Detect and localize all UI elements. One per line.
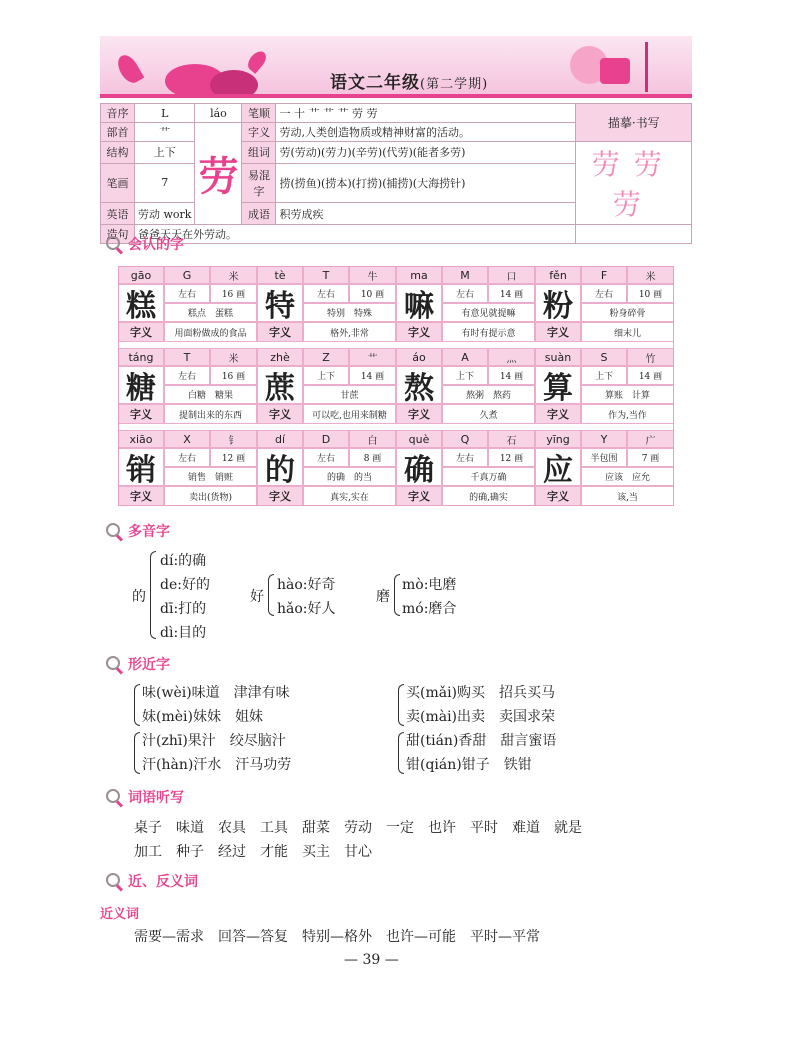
- char-radical: 艹: [349, 348, 396, 366]
- char-words: 应该 应允: [581, 467, 674, 486]
- char-big: 的: [257, 448, 303, 486]
- similar-item: 妹(mèi)妹妹 姐妹: [142, 709, 263, 725]
- section-similar: [106, 654, 170, 674]
- pinyin: láo: [195, 104, 242, 123]
- meaning-label: 字义: [535, 486, 581, 506]
- polyphone-item: hào:好奇: [277, 577, 336, 593]
- idiom: 积劳成疾: [276, 203, 576, 225]
- char-big: 熬: [396, 366, 442, 404]
- meaning-label: 字义: [535, 404, 581, 424]
- char-pinyin: xiāo: [118, 430, 164, 448]
- char-structure: 左右: [303, 284, 349, 303]
- char-letter: M: [442, 266, 488, 284]
- magnifier-icon: [106, 523, 123, 540]
- hill-decoration: [210, 70, 258, 98]
- section-polyphone: [106, 521, 170, 541]
- char-pinyin: gāo: [118, 266, 164, 284]
- char-radical: 米: [210, 266, 257, 284]
- polyphone-item: de:好的: [160, 577, 210, 593]
- char-pinyin: zhè: [257, 348, 303, 366]
- trace-char: 劳: [633, 148, 676, 181]
- flower-decoration: [114, 52, 145, 87]
- brace: [398, 684, 404, 726]
- label-radical: 部首: [101, 123, 135, 142]
- char-structure: 上下: [581, 366, 627, 385]
- brace: [268, 574, 274, 616]
- char-words: 千真万确: [442, 467, 535, 486]
- magnifier-icon: [106, 873, 123, 890]
- english: 劳动 work: [135, 203, 195, 225]
- char-radical: 钅: [210, 430, 257, 448]
- synonyms-subheading: 近义词: [100, 907, 140, 922]
- meaning-label: 字义: [118, 486, 164, 506]
- char-words: 熬粥 熬药: [442, 385, 535, 404]
- char-strokes: 14 画: [349, 366, 396, 385]
- char-pinyin: suàn: [535, 348, 581, 366]
- char-strokes: 14 画: [488, 366, 535, 385]
- char-meaning: 格外,非常: [303, 322, 396, 342]
- char-strokes: 10 画: [627, 284, 674, 303]
- char-letter: X: [164, 430, 210, 448]
- section-title: 多音字: [128, 524, 170, 540]
- trace-box: [576, 142, 692, 225]
- label-idiom: 成语: [242, 203, 276, 225]
- section-title: 会认的字: [128, 237, 184, 253]
- label-confusable: 易混字: [242, 163, 276, 203]
- subtitle-text: (第二学期): [420, 77, 489, 92]
- char-pinyin: áo: [396, 348, 442, 366]
- char-letter: T: [164, 348, 210, 366]
- polyphone-item: dì:目的: [160, 625, 207, 641]
- char-big: 蔗: [257, 366, 303, 404]
- char-pinyin: dí: [257, 430, 303, 448]
- section-title: 词语听写: [128, 790, 184, 806]
- char-structure: 左右: [303, 448, 349, 467]
- char-strokes: 16 画: [210, 284, 257, 303]
- label-english: 英语: [101, 203, 135, 225]
- meaning-label: 字义: [118, 404, 164, 424]
- brace: [134, 684, 140, 726]
- char-meaning: 细末儿: [581, 322, 674, 342]
- similar-item: 甜(tián)香甜 甜言蜜语: [406, 733, 557, 749]
- char-big: 糕: [118, 284, 164, 322]
- meaning-label: 字义: [396, 486, 442, 506]
- char-structure: 上下: [442, 366, 488, 385]
- magnifier-icon: [106, 236, 123, 253]
- label-structure: 结构: [101, 142, 135, 164]
- char-structure: 左右: [164, 448, 210, 467]
- char-letter: F: [581, 266, 627, 284]
- tree-trunk-decoration: [645, 42, 648, 92]
- char-radical: 米: [210, 348, 257, 366]
- polyphone-head: 的: [132, 589, 146, 605]
- label-stroke-order: 笔顺: [242, 104, 276, 123]
- similar-item: 汁(zhī)果汁 绞尽脑汁: [142, 733, 286, 749]
- stroke-order: 一 十 艹 艹 艹 劳 劳: [276, 104, 576, 123]
- radical: 艹: [135, 123, 195, 142]
- title-text: 语文二年级: [330, 73, 420, 93]
- char-letter: D: [303, 430, 349, 448]
- char-meaning: 用面粉做成的食品: [164, 322, 257, 342]
- char-big: 算: [535, 366, 581, 404]
- char-words: 销售 销赃: [164, 467, 257, 486]
- char-radical: 白: [349, 430, 396, 448]
- char-radical: 口: [488, 266, 535, 284]
- trace-empty: [576, 225, 692, 244]
- char-strokes: 7 画: [627, 448, 674, 467]
- confusable: 捞(捞鱼)(捞本)(打捞)(捕捞)(大海捞针): [276, 163, 576, 203]
- trace-char: 劳: [591, 148, 634, 181]
- similar-item: 买(mǎi)购买 招兵买马: [406, 685, 556, 701]
- char-strokes: 12 画: [210, 448, 257, 467]
- brace: [150, 551, 156, 639]
- char-meaning: 该,当: [581, 486, 674, 506]
- polyphone-item: mó:磨合: [402, 601, 457, 617]
- magnifier-icon: [106, 656, 123, 673]
- focus-char-table: [100, 103, 692, 244]
- polyphone-item: hǎo:好人: [277, 601, 336, 617]
- strokes: 7: [135, 163, 195, 203]
- char-radical: 广: [627, 430, 674, 448]
- char-words: 特别 特殊: [303, 303, 396, 322]
- polyphone-item: mò:电磨: [402, 577, 457, 593]
- section-synonyms-antonyms: [106, 871, 198, 891]
- char-meaning: 真实,实在: [303, 486, 396, 506]
- char-letter: A: [442, 348, 488, 366]
- char-radical: 米: [627, 266, 674, 284]
- label-words: 组词: [242, 142, 276, 164]
- char-words: 有意见就提嘛: [442, 303, 535, 322]
- label-sentence: 造句: [101, 225, 135, 244]
- char-big: 特: [257, 284, 303, 322]
- similar-item: 钳(qián)钳子 铁钳: [406, 757, 532, 773]
- char-pinyin: fěn: [535, 266, 581, 284]
- leaf-decoration: [245, 48, 270, 74]
- char-strokes: 14 画: [488, 284, 535, 303]
- synonyms-line: 需要—需求 回答—答复 特别—格外 也许—可能 平时—平常: [134, 929, 540, 945]
- char-big: 应: [535, 448, 581, 486]
- char-words: 白糖 糖果: [164, 385, 257, 404]
- section-title: 近、反义词: [128, 874, 198, 890]
- char-big: 糖: [118, 366, 164, 404]
- char-meaning: 可以吃,也用来制糖: [303, 404, 396, 424]
- char-pinyin: táng: [118, 348, 164, 366]
- order-letter: L: [135, 104, 195, 123]
- meaning-label: 字义: [396, 404, 442, 424]
- polyphone-head: 好: [250, 589, 264, 605]
- meaning-label: 字义: [118, 322, 164, 342]
- meaning-label: 字义: [535, 322, 581, 342]
- char-meaning: 久煮: [442, 404, 535, 424]
- magnifier-icon: [106, 789, 123, 806]
- char-big: 销: [118, 448, 164, 486]
- char-strokes: 14 画: [627, 366, 674, 385]
- char-big: 粉: [535, 284, 581, 322]
- dictation-line: 桌子 味道 农具 工具 甜菜 劳动 一定 也许 平时 难道 就是: [134, 820, 582, 836]
- char-strokes: 16 画: [210, 366, 257, 385]
- char-meaning: 的确,确实: [442, 486, 535, 506]
- char-structure: 左右: [581, 284, 627, 303]
- char-pinyin: què: [396, 430, 442, 448]
- page-title: [330, 68, 488, 93]
- char-words: 的确 的当: [303, 467, 396, 486]
- brace: [398, 732, 404, 774]
- section-recognize: [106, 234, 184, 254]
- char-structure: 上下: [303, 366, 349, 385]
- trace-char: 劳: [612, 188, 655, 221]
- char-radical: 竹: [627, 348, 674, 366]
- similar-item: 卖(mài)出卖 卖国求荣: [406, 709, 556, 725]
- dictation-line: 加工 种子 经过 才能 买主 甘心: [134, 844, 372, 860]
- focus-char: 劳: [195, 123, 242, 225]
- similar-item: 汗(hàn)汗水 汗马功劳: [142, 757, 292, 773]
- section-dictation: [106, 787, 184, 807]
- char-structure: 左右: [442, 448, 488, 467]
- char-letter: Z: [303, 348, 349, 366]
- char-meaning: 卖出(货物): [164, 486, 257, 506]
- char-letter: S: [581, 348, 627, 366]
- meaning-label: 字义: [257, 486, 303, 506]
- char-letter: G: [164, 266, 210, 284]
- polyphone-head: 磨: [376, 589, 390, 605]
- label-order: 音序: [101, 104, 135, 123]
- house-decoration: [600, 58, 630, 84]
- char-strokes: 8 画: [349, 448, 396, 467]
- char-big: 嘛: [396, 284, 442, 322]
- char-words: 算账 计算: [581, 385, 674, 404]
- char-radical: 牛: [349, 266, 396, 284]
- char-radical: 石: [488, 430, 535, 448]
- char-structure: 左右: [442, 284, 488, 303]
- char-structure: 左右: [164, 366, 210, 385]
- char-pinyin: tè: [257, 266, 303, 284]
- char-words: 甘蔗: [303, 385, 396, 404]
- structure: 上下: [135, 142, 195, 164]
- char-letter: Q: [442, 430, 488, 448]
- char-letter: Y: [581, 430, 627, 448]
- char-meaning: 有时有提示意: [442, 322, 535, 342]
- sentence: 爸爸天天在外劳动。: [135, 225, 576, 244]
- char-strokes: 10 画: [349, 284, 396, 303]
- brace: [134, 732, 140, 774]
- char-pinyin: ma: [396, 266, 442, 284]
- char-structure: 半包围: [581, 448, 627, 467]
- brace: [394, 574, 400, 616]
- label-strokes: 笔画: [101, 163, 135, 203]
- trace-heading: 描摹·书写: [576, 104, 692, 142]
- label-meaning: 字义: [242, 123, 276, 142]
- char-structure: 左右: [164, 284, 210, 303]
- meaning-label: 字义: [257, 404, 303, 424]
- meaning: 劳动,人类创造物质或精神财富的活动。: [276, 123, 576, 142]
- words: 劳(劳动)(劳力)(辛劳)(代劳)(能者多劳): [276, 142, 576, 164]
- char-words: 糕点 蛋糕: [164, 303, 257, 322]
- page-number: — 39 —: [344, 952, 399, 968]
- char-strokes: 12 画: [488, 448, 535, 467]
- char-radical: 灬: [488, 348, 535, 366]
- polyphone-item: dī:打的: [160, 601, 207, 617]
- similar-item: 味(wèi)味道 津津有味: [142, 685, 290, 701]
- char-big: 确: [396, 448, 442, 486]
- char-words: 粉身碎骨: [581, 303, 674, 322]
- char-letter: T: [303, 266, 349, 284]
- meaning-label: 字义: [257, 322, 303, 342]
- section-title: 形近字: [128, 657, 170, 673]
- char-meaning: 作为,当作: [581, 404, 674, 424]
- polyphone-item: dí:的确: [160, 553, 207, 569]
- meaning-label: 字义: [396, 322, 442, 342]
- char-meaning: 提制出来的东西: [164, 404, 257, 424]
- char-pinyin: yīng: [535, 430, 581, 448]
